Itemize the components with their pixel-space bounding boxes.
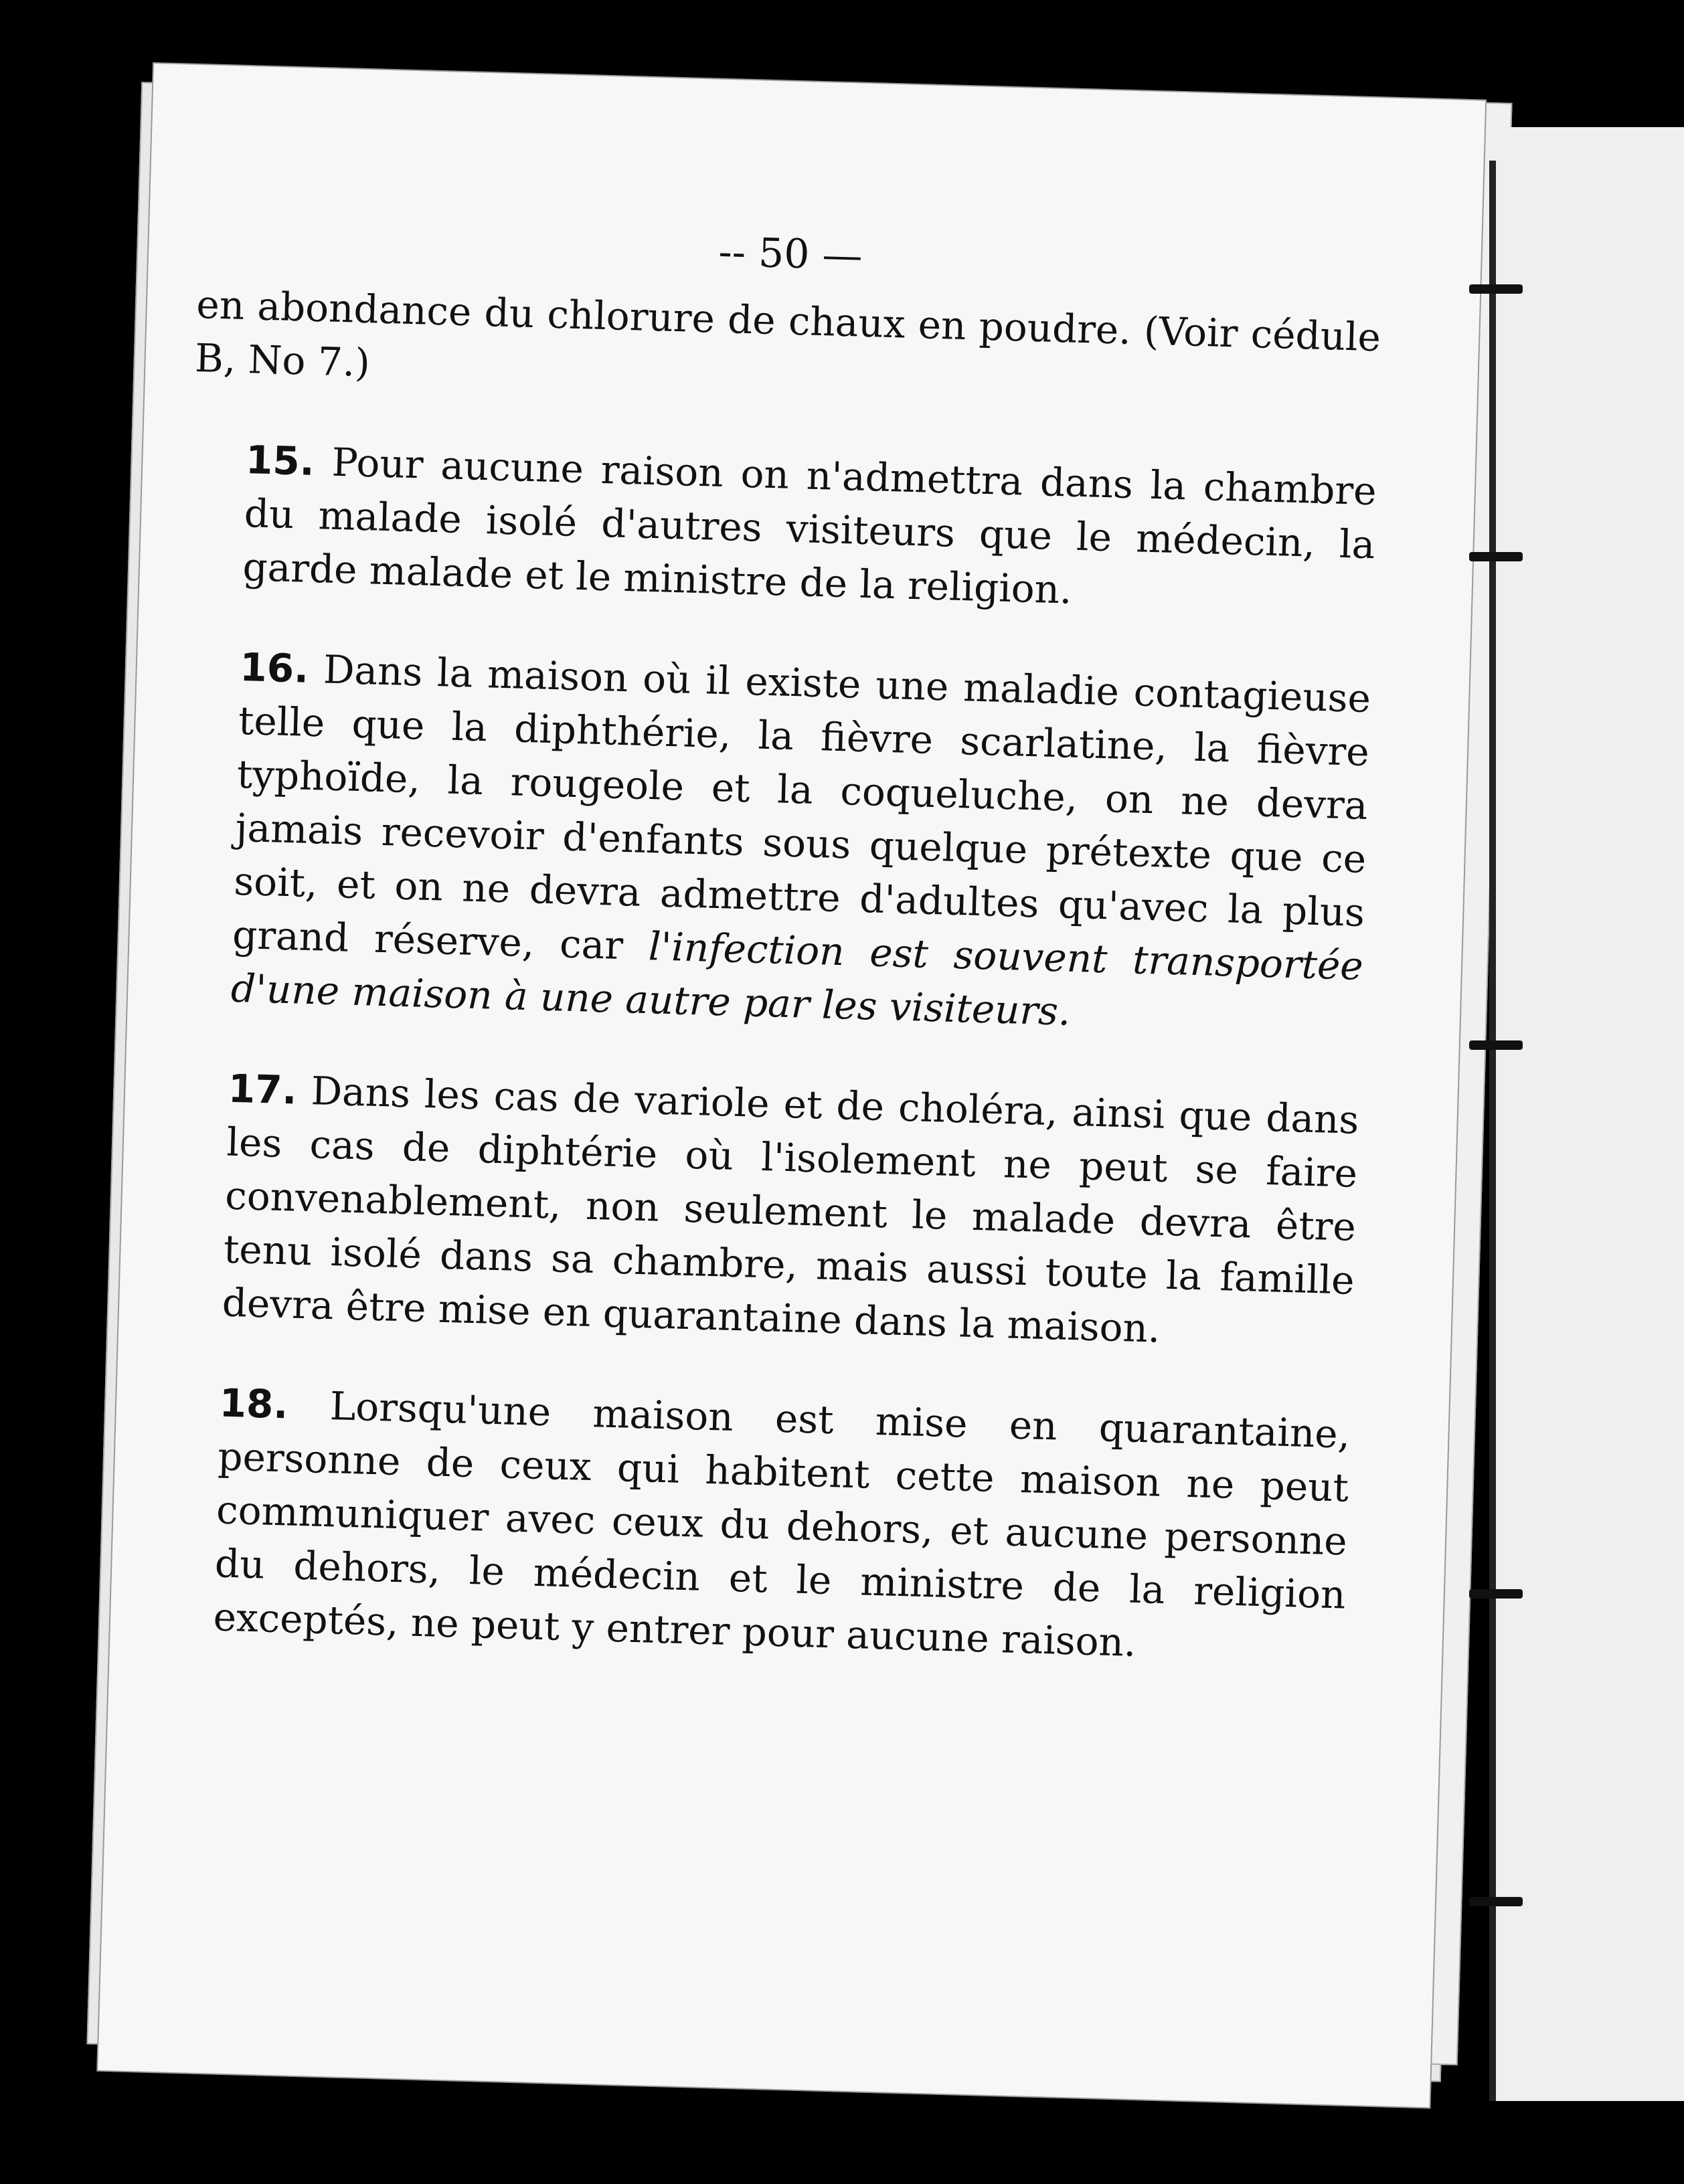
paragraph-number: 18. (218, 1380, 289, 1428)
paragraph-continued (194, 278, 1381, 418)
binding-spine (1489, 161, 1496, 2101)
binding-stitch (1469, 1897, 1523, 1906)
paragraph-text: en abondance du chlorure de chaux en poudre. (Voir cédule B, No 7.) (194, 281, 1381, 386)
paragraph-italic-text: l'infection est souvent transportée d'une maison à une autre par les visiteurs. (230, 923, 1364, 1034)
paragraph-number: 17. (227, 1065, 298, 1113)
paragraph-17 (168, 1060, 1359, 1360)
page-text (158, 151, 1385, 1722)
paragraph-18 (159, 1374, 1351, 1675)
paragraph-16 (177, 639, 1371, 1046)
binding-stitch (1469, 1040, 1523, 1050)
paragraph-text: Dans les cas de variole et de choléra, ainsi que dans les cas de diphtérie où l'isolement ne peut se faire convenablement, non seulement le malade devra être tenu isolé dans sa chambre, mais aussi toute la famille devra être mise en quarantaine dans la maison. (221, 1068, 1360, 1352)
binding-stitch (1469, 284, 1523, 294)
binding-stitch (1469, 1589, 1523, 1599)
page-number: -- 50 — (718, 228, 863, 280)
paragraph-number: 15. (245, 437, 315, 484)
paragraph-number: 16. (239, 644, 310, 692)
paragraph-text: Lorsqu'une maison est mise en quarantaine, personne de ceux qui habitent cette maison ne peut communiquer avec ceux du dehors, et aucune personne du dehors, le médecin et le ministre de la religion exceptés, ne peut y entrer pour aucune raison. (212, 1383, 1351, 1665)
facing-page (1493, 127, 1684, 2101)
paragraph-text: Pour aucune raison on n'admettra dans la chambre du malade isolé d'autres visiteurs que le médecin, la garde malade et le ministre de la religion. (242, 439, 1377, 613)
paragraph-text: Dans la maison où il existe une maladie contagieuse telle que la diphthérie, la fièvre scarlatine, la fièvre typhoïde, la rougeole et la coqueluche, on ne devra jamais recevoir d'enfants sous quelque prétexte que ce soit, et on ne devra admettre d'adultes qu'avec la plus grand réserve, car (232, 646, 1371, 970)
paragraph-15 (189, 432, 1377, 625)
binding-stitch (1469, 552, 1523, 561)
